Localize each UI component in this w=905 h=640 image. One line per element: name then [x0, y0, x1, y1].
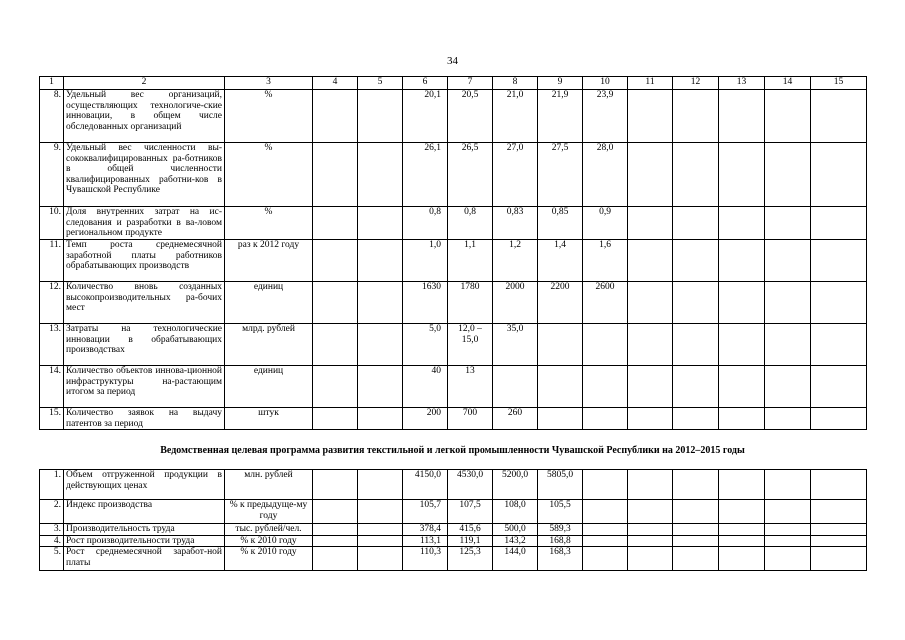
column-number-cell: 13	[719, 77, 765, 90]
value-cell-c9: 5805,0	[538, 470, 583, 500]
indicator-name: Производительность труда	[64, 524, 225, 536]
value-cell-c10: 0,9	[583, 207, 628, 240]
value-cell-c10: 2600	[583, 282, 628, 324]
value-cell-c10	[583, 500, 628, 524]
value-cell-c7: 0,8	[448, 207, 493, 240]
value-cell-c6: 105,7	[403, 500, 448, 524]
value-cell-c7: 13	[448, 366, 493, 408]
column-number-cell: 6	[403, 77, 448, 90]
empty-cell	[811, 282, 867, 324]
textile-program-table	[39, 469, 867, 571]
empty-cell	[719, 535, 765, 547]
indicator-name: Объем отгруженной продукции в действующих ценах	[64, 470, 225, 500]
empty-cell	[765, 547, 811, 571]
empty-cell	[811, 90, 867, 143]
unit-cell: % к 2010 году	[225, 547, 313, 571]
table-row	[40, 366, 867, 408]
value-cell-c6: 0,8	[403, 207, 448, 240]
empty-cell	[811, 535, 867, 547]
value-cell-c9: 589,3	[538, 524, 583, 536]
indicator-name: Рост среднемесячной заработ-ной платы	[64, 547, 225, 571]
unit-cell: %	[225, 207, 313, 240]
table-row	[40, 324, 867, 366]
value-cell-c4	[313, 547, 358, 571]
table-row	[40, 535, 867, 547]
unit-cell: млн. рублей	[225, 470, 313, 500]
value-cell-c8: 1,2	[493, 240, 538, 282]
empty-cell	[673, 366, 719, 408]
indicators-table	[39, 76, 867, 430]
row-number: 1.	[40, 470, 64, 500]
value-cell-c8: 143,2	[493, 535, 538, 547]
column-number-cell: 1	[40, 77, 64, 90]
indicator-name: Доля внутренних затрат на ис-следования и разработки в ва-ловом региональном продукте	[64, 207, 225, 240]
row-number: 12.	[40, 282, 64, 324]
value-cell-c9: 0,85	[538, 207, 583, 240]
value-cell-c10	[583, 470, 628, 500]
value-cell-c9: 105,5	[538, 500, 583, 524]
value-cell-c9: 27,5	[538, 143, 583, 207]
value-cell-c7: 1,1	[448, 240, 493, 282]
unit-cell: %	[225, 143, 313, 207]
row-number: 2.	[40, 500, 64, 524]
value-cell-c10	[583, 547, 628, 571]
empty-cell	[765, 207, 811, 240]
value-cell-c9: 1,4	[538, 240, 583, 282]
section-title: Ведомственная целевая программа развития текстильной и легкой промышленности Чувашской Республики на 2012–2015 годы	[160, 445, 745, 456]
indicator-name: Количество объектов иннова-ционной инфраструктуры на-растающим итогом за период	[64, 366, 225, 408]
value-cell-c4	[313, 324, 358, 366]
unit-cell: % к 2010 году	[225, 535, 313, 547]
row-number: 9.	[40, 143, 64, 207]
value-cell-c5	[358, 547, 403, 571]
column-number-row	[40, 77, 867, 90]
table-row	[40, 470, 867, 500]
table-row	[40, 282, 867, 324]
empty-cell	[719, 143, 765, 207]
empty-cell	[811, 500, 867, 524]
empty-cell	[765, 240, 811, 282]
empty-cell	[719, 324, 765, 366]
value-cell-c4	[313, 143, 358, 207]
unit-cell: млрд. рублей	[225, 324, 313, 366]
value-cell-c6: 200	[403, 408, 448, 430]
column-number-cell: 2	[64, 77, 225, 90]
empty-cell	[811, 143, 867, 207]
empty-cell	[719, 207, 765, 240]
empty-cell	[673, 500, 719, 524]
unit-cell: единиц	[225, 366, 313, 408]
page-number: 34	[447, 55, 458, 67]
value-cell-c10: 28,0	[583, 143, 628, 207]
table-row	[40, 547, 867, 571]
value-cell-c10	[583, 535, 628, 547]
empty-cell	[811, 408, 867, 430]
indicator-name: Темп роста среднемесячной заработной платы работников обрабатывающих производств	[64, 240, 225, 282]
value-cell-c8: 500,0	[493, 524, 538, 536]
empty-cell	[673, 240, 719, 282]
value-cell-c7: 4530,0	[448, 470, 493, 500]
value-cell-c7: 125,3	[448, 547, 493, 571]
column-number-cell: 7	[448, 77, 493, 90]
value-cell-c9	[538, 366, 583, 408]
unit-cell: %	[225, 90, 313, 143]
empty-cell	[628, 524, 673, 536]
indicator-name: Удельный вес численности вы-сококвалифицированных ра-ботников в общей численности квалифицированных работни-ков в Чувашской Республике	[64, 143, 225, 207]
value-cell-c9: 2200	[538, 282, 583, 324]
value-cell-c8: 260	[493, 408, 538, 430]
empty-cell	[673, 90, 719, 143]
value-cell-c5	[358, 366, 403, 408]
empty-cell	[628, 547, 673, 571]
value-cell-c6: 1,0	[403, 240, 448, 282]
value-cell-c8: 21,0	[493, 90, 538, 143]
value-cell-c7: 415,6	[448, 524, 493, 536]
value-cell-c5	[358, 207, 403, 240]
empty-cell	[628, 500, 673, 524]
value-cell-c7: 700	[448, 408, 493, 430]
unit-cell: тыс. рублей/чел.	[225, 524, 313, 536]
value-cell-c4	[313, 500, 358, 524]
row-number: 15.	[40, 408, 64, 430]
value-cell-c8	[493, 366, 538, 408]
value-cell-c5	[358, 282, 403, 324]
empty-cell	[719, 90, 765, 143]
value-cell-c4	[313, 535, 358, 547]
empty-cell	[628, 366, 673, 408]
empty-cell	[719, 547, 765, 571]
unit-cell: % к предыдуще-му году	[225, 500, 313, 524]
empty-cell	[719, 282, 765, 324]
empty-cell	[765, 143, 811, 207]
empty-cell	[719, 408, 765, 430]
table-row	[40, 90, 867, 143]
value-cell-c6: 113,1	[403, 535, 448, 547]
value-cell-c8: 0,83	[493, 207, 538, 240]
value-cell-c5	[358, 470, 403, 500]
row-number: 14.	[40, 366, 64, 408]
value-cell-c9: 168,3	[538, 547, 583, 571]
empty-cell	[811, 240, 867, 282]
empty-cell	[673, 535, 719, 547]
value-cell-c8: 35,0	[493, 324, 538, 366]
empty-cell	[628, 143, 673, 207]
empty-cell	[673, 524, 719, 536]
column-number-cell: 9	[538, 77, 583, 90]
empty-cell	[628, 535, 673, 547]
indicator-name: Количество заявок на выдачу патентов за период	[64, 408, 225, 430]
empty-cell	[673, 408, 719, 430]
value-cell-c6: 378,4	[403, 524, 448, 536]
value-cell-c4	[313, 524, 358, 536]
row-number: 10.	[40, 207, 64, 240]
value-cell-c4	[313, 207, 358, 240]
unit-cell: раз к 2012 году	[225, 240, 313, 282]
row-number: 13.	[40, 324, 64, 366]
empty-cell	[811, 207, 867, 240]
value-cell-c5	[358, 524, 403, 536]
value-cell-c4	[313, 366, 358, 408]
value-cell-c4	[313, 470, 358, 500]
row-number: 4.	[40, 535, 64, 547]
value-cell-c5	[358, 324, 403, 366]
empty-cell	[673, 207, 719, 240]
column-number-cell: 10	[583, 77, 628, 90]
value-cell-c4	[313, 282, 358, 324]
empty-cell	[765, 282, 811, 324]
empty-cell	[673, 324, 719, 366]
column-number-cell: 12	[673, 77, 719, 90]
value-cell-c7: 1780	[448, 282, 493, 324]
empty-cell	[719, 500, 765, 524]
column-number-cell: 8	[493, 77, 538, 90]
indicator-name: Индекс производства	[64, 500, 225, 524]
value-cell-c7: 107,5	[448, 500, 493, 524]
value-cell-c5	[358, 535, 403, 547]
value-cell-c7: 20,5	[448, 90, 493, 143]
table-row	[40, 524, 867, 536]
empty-cell	[719, 366, 765, 408]
empty-cell	[765, 470, 811, 500]
value-cell-c6: 1630	[403, 282, 448, 324]
value-cell-c5	[358, 408, 403, 430]
empty-cell	[673, 282, 719, 324]
value-cell-c5	[358, 240, 403, 282]
empty-cell	[765, 535, 811, 547]
value-cell-c10	[583, 324, 628, 366]
value-cell-c4	[313, 90, 358, 143]
empty-cell	[811, 324, 867, 366]
value-cell-c10	[583, 366, 628, 408]
empty-cell	[719, 524, 765, 536]
empty-cell	[673, 143, 719, 207]
empty-cell	[628, 90, 673, 143]
empty-cell	[628, 470, 673, 500]
table-row	[40, 408, 867, 430]
row-number: 11.	[40, 240, 64, 282]
value-cell-c10: 1,6	[583, 240, 628, 282]
value-cell-c9	[538, 324, 583, 366]
value-cell-c6: 4150,0	[403, 470, 448, 500]
empty-cell	[765, 524, 811, 536]
row-number: 3.	[40, 524, 64, 536]
value-cell-c5	[358, 90, 403, 143]
table-row	[40, 143, 867, 207]
column-number-cell: 15	[811, 77, 867, 90]
empty-cell	[628, 408, 673, 430]
value-cell-c8: 5200,0	[493, 470, 538, 500]
value-cell-c4	[313, 408, 358, 430]
value-cell-c8: 2000	[493, 282, 538, 324]
empty-cell	[765, 324, 811, 366]
unit-cell: штук	[225, 408, 313, 430]
value-cell-c6: 110,3	[403, 547, 448, 571]
value-cell-c8: 27,0	[493, 143, 538, 207]
value-cell-c6: 40	[403, 366, 448, 408]
value-cell-c7: 12,0 – 15,0	[448, 324, 493, 366]
empty-cell	[811, 366, 867, 408]
empty-cell	[628, 240, 673, 282]
value-cell-c7: 26,5	[448, 143, 493, 207]
table-row	[40, 207, 867, 240]
empty-cell	[811, 470, 867, 500]
row-number: 8.	[40, 90, 64, 143]
empty-cell	[765, 90, 811, 143]
column-number-cell: 11	[628, 77, 673, 90]
row-number: 5.	[40, 547, 64, 571]
empty-cell	[719, 240, 765, 282]
column-number-cell: 14	[765, 77, 811, 90]
value-cell-c4	[313, 240, 358, 282]
column-number-cell: 5	[358, 77, 403, 90]
empty-cell	[765, 408, 811, 430]
value-cell-c6: 26,1	[403, 143, 448, 207]
value-cell-c8: 144,0	[493, 547, 538, 571]
unit-cell: единиц	[225, 282, 313, 324]
empty-cell	[811, 547, 867, 571]
value-cell-c9: 168,8	[538, 535, 583, 547]
table-row	[40, 500, 867, 524]
column-number-cell: 4	[313, 77, 358, 90]
empty-cell	[673, 547, 719, 571]
value-cell-c6: 5,0	[403, 324, 448, 366]
empty-cell	[628, 282, 673, 324]
value-cell-c5	[358, 500, 403, 524]
indicator-name: Затраты на технологические инновации в обрабатывающих производствах	[64, 324, 225, 366]
value-cell-c10	[583, 524, 628, 536]
value-cell-c6: 20,1	[403, 90, 448, 143]
value-cell-c9	[538, 408, 583, 430]
empty-cell	[673, 470, 719, 500]
empty-cell	[765, 366, 811, 408]
indicator-name: Удельный вес организаций, осуществляющих технологиче-ские инновации, в общем числе обследованных организаций	[64, 90, 225, 143]
value-cell-c8: 108,0	[493, 500, 538, 524]
indicator-name: Рост производительности труда	[64, 535, 225, 547]
empty-cell	[628, 324, 673, 366]
empty-cell	[719, 470, 765, 500]
empty-cell	[811, 524, 867, 536]
value-cell-c7: 119,1	[448, 535, 493, 547]
value-cell-c10	[583, 408, 628, 430]
column-number-cell: 3	[225, 77, 313, 90]
empty-cell	[628, 207, 673, 240]
value-cell-c9: 21,9	[538, 90, 583, 143]
indicator-name: Количество вновь созданных высокопроизводительных ра-бочих мест	[64, 282, 225, 324]
value-cell-c5	[358, 143, 403, 207]
table-row	[40, 240, 867, 282]
empty-cell	[765, 500, 811, 524]
value-cell-c10: 23,9	[583, 90, 628, 143]
